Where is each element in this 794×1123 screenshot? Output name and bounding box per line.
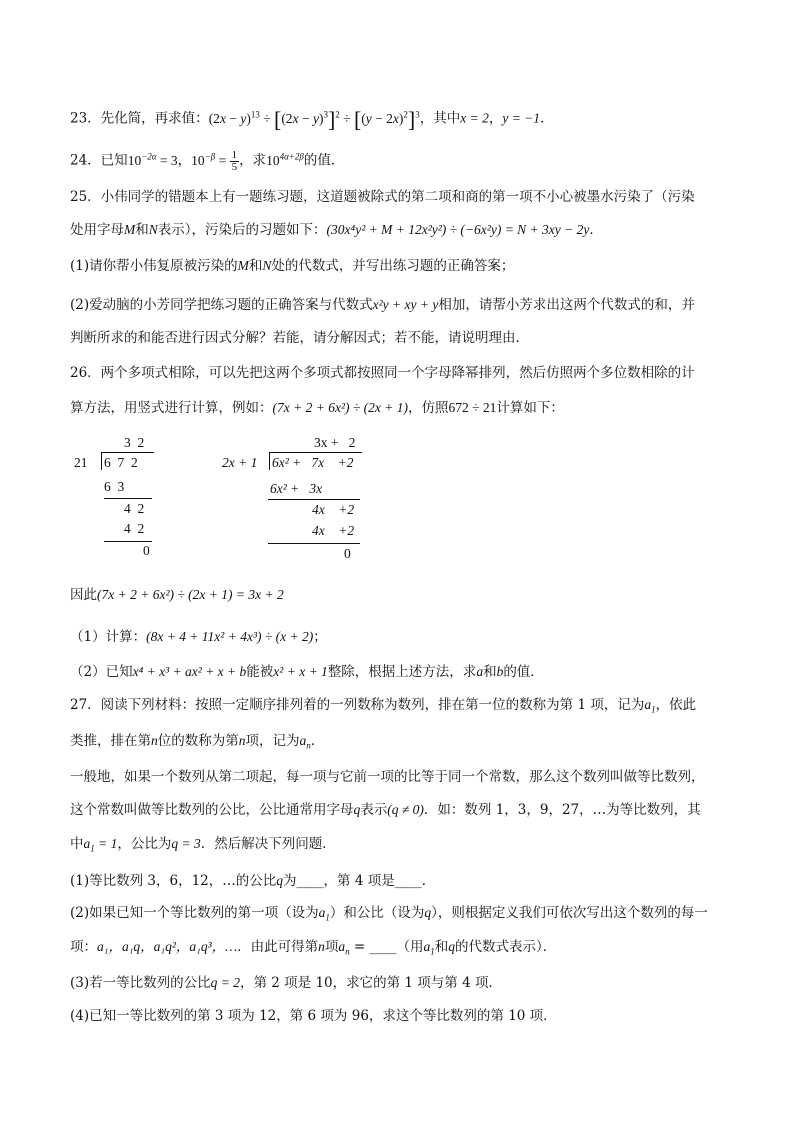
q24-frac-den: 5 [231,160,238,173]
ld2-line-1 [268,499,360,500]
q25-p1-and: 和 [248,258,263,274]
q26-intro-2a: 算方法，用竖式进行计算，例如： [70,400,273,416]
ld1-dividend: 6 7 2 [104,455,138,470]
q27-intro-1a: 27．阅读下列材料：按照一定顺序排列着的一列数称为数列，排在第一位的数称为第 1 项，记为 [70,697,645,713]
q27-s1-q: q [276,873,284,888]
q27-intro-2d: ． [310,733,325,749]
q27-s3b: ，第 2 项是 10，求它的第 1 项与第 4 项． [240,975,502,991]
q26-intro-1: 26．两个多项式相除，可以先把这两个多项式都按照同一个字母降幂排列，然后仿照两个多位数相除的计 [70,365,695,381]
q26-p2-expr: x⁴ + x³ + ax² + x + b [132,664,247,679]
ld2-quotient: 3x + 2 [314,435,356,450]
q27-s2-a1 [318,905,330,923]
q27-s2-a1-sub: 1 [325,912,330,923]
q27-def-2b: 表示 [360,802,388,818]
q24-c2-eq: = [215,152,230,168]
ld2-subtract-1: 6x² + 3x [270,481,323,496]
q23-where: ，其中 [419,110,461,127]
q27-a1 [644,697,656,715]
q27-intro-2 [70,731,324,756]
ld2-subtract-2: 4x +2 [312,523,355,538]
q26-p2b: 能被 [246,664,274,680]
q26-p2c: 整除，根据上述方法，求 [327,664,477,680]
q27-intro-1b: ，依此 [655,697,697,713]
ld2-line-2 [268,543,360,544]
q25-intro-1: 25．小伟同学的错题本上有一题练习题，这道题被除式的第二项和商的第一项不小心被墨水污染了（污染 [70,189,695,205]
ld2-dividend: 6x² + 7x +2 [272,455,354,470]
q27-def-2c: ．如：数列 1，3，9，27，…为等比数列，其 [423,802,701,818]
q27-s2-an-letter: a [338,939,346,954]
q27-def-line3 [70,834,336,859]
q27-n: n [151,733,158,748]
q24-sep: ， [177,152,192,169]
q25-part2-line2: 判断所求的和能否进行因式分解？若能，请分解因式；若不能，请说明理由． [70,330,529,346]
q24-line [70,146,344,173]
q27-s3-q: q = 2 [210,975,240,990]
q26-var-a: a [476,664,484,679]
q26-conclusion-expr: (7x + 2 + 6x²) ÷ (2x + 1) = 3x + 2 [97,587,284,602]
q27-s2-1b: ）和公比（设为 [329,905,425,921]
ld1-remainder-1: 4 2 [124,501,145,516]
q25-intro-2a: 处用字母 [70,222,124,238]
q27-an [299,733,311,751]
q24-fraction [230,150,240,173]
q25-part2-line1 [70,295,695,315]
q27-s2-2a: 项： [70,939,97,955]
q27-def-3a: 中 [70,836,84,852]
q27-s2-a1b-sub: 1 [430,946,435,957]
q25-p1-M: M [237,258,249,273]
q27-q: q [353,802,361,817]
q24-cond1 [128,153,178,168]
ld1-bracket [101,452,102,470]
q24-cond2 [191,148,239,173]
ld1-subtract-1: 6 3 [104,479,125,494]
q27-s2-n: n [318,939,325,954]
q23-end: ． [540,110,554,127]
q26-numeric: 672 ÷ 21 [448,400,497,415]
q25-end: ． [589,222,603,238]
q27-def-2a: 这个常数叫做等比数列的公比，公比通常用字母 [70,802,354,818]
q26-intro-2b: ，仿照 [408,400,449,416]
q24-target-exp: 4α+2β [279,151,304,161]
q27-a1-letter: a [644,697,652,712]
q27-def-line2 [70,800,701,820]
q25-p1-N: N [262,258,272,273]
ld1-line-1 [104,498,152,499]
q27-s2-2e: 和 [434,939,449,955]
q26-conclusion [70,585,284,605]
q27-n-2: n [238,733,246,748]
q24-target [266,153,304,168]
q27-s1b: 为____，第 4 项是____． [283,873,436,889]
ld2-bracket [269,452,270,470]
q24-c2-exp: −β [204,151,216,161]
q25-and: 和 [135,222,149,238]
q27-def-line1: 一般地，如果一个数列从第二项起，每一项与它前一项的比等于同一个常数，那么这个数列叫做等比数列， [70,769,705,785]
q26-intro-2 [70,398,564,418]
q27-s2-q2: q [448,939,456,954]
q27-def-3c: ．然后解决下列问题． [200,836,336,852]
q27-sub1 [70,871,435,891]
q24-label: 24．已知 [70,152,128,169]
q27-s1a: (1)等比数列 3，6，12，…的公比 [70,873,277,889]
q27-intro-1 [70,695,696,720]
q27-q-cond: (q ≠ 0) [387,802,424,817]
q24-frac-num: 1 [231,148,238,161]
ld1-remainder-final: 0 [143,543,150,558]
q23-sep: ， [488,110,503,127]
ld1-bar [102,452,154,453]
ld1-subtract-2: 4 2 [124,521,145,536]
q25-p2b: 相加，请帮小芳求出这两个代数式的和，并 [438,297,695,313]
q23-y-condition: y = −1 [502,110,541,126]
q27-an-sub: n [306,740,311,751]
q23-expression: $(2x - y)^{13} \div [(2x - y)^3]^2 \div [(y - 2x)^2]^3$ [208,106,420,132]
q27-s2-2d: = ____（用 [349,939,424,955]
q24-ask-pre: ，求 [239,152,267,169]
q26-p1b: ； [313,629,327,645]
q27-def-3b: ，公比为 [117,836,172,852]
q27-a1-sub: 1 [651,704,656,715]
q27-s2-an-sub: n [345,946,350,957]
q27-s2-a1b-letter: a [423,939,431,954]
q27-s2-an [338,939,350,957]
q24-c1-exp: −2α [141,151,157,161]
q26-conclusion-pre: 因此 [70,587,97,603]
q25-N: N [148,222,158,237]
ld1-divisor: 21 [74,455,88,470]
q27-an-letter: a [299,733,307,748]
q24-target-base: 10 [266,152,280,168]
ld2-remainder-1: 4x +2 [312,502,355,517]
q26-part1 [70,627,327,647]
q26-part2 [70,662,544,682]
q27-q-eq: q = 3 [171,836,201,851]
q24-c2-base: 10 [191,152,205,168]
q27-s2-a1-letter: a [318,905,326,920]
q23-label: 23．先化简，再求值： [70,110,209,127]
q24-ask-post: 的值． [303,152,345,169]
q26-p2a: （2）已知 [70,664,133,680]
q26-p1a: （1）计算： [70,629,147,645]
q25-equation: (30x⁴y² + M + 12x²y²) ÷ (−6x²y) = N + 3xy − 2y [326,222,590,237]
q27-s2-terms: a₁，a₁q，a₁q²，a₁q³，… [97,939,238,954]
q27-a1-eq-val: = 1 [94,836,118,851]
q27-a1-eq-letter: a [83,836,91,851]
q25-p1a: (1)请你帮小伟复原被污染的 [70,258,238,274]
q26-p1-expr: (8x + 4 + 11x² + 4x³) ÷ (x + 2) [146,629,314,644]
q26-p2d: 的值． [503,664,544,680]
q27-sub3 [70,973,502,993]
ld2-divisor: 2x + 1 [222,455,258,470]
q27-sub4: (4)已知一等比数列的第 3 项为 12，第 6 项为 96，求这个等比数列的第 10 项． [70,1008,557,1024]
q26-intro-2c: 计算如下： [496,400,564,416]
q26-var-b: b [496,664,504,679]
q27-sub2-line1 [70,903,708,928]
q27-s2-2f: 的代数式表示）． [455,939,557,955]
q24-c1-base: 10 [127,152,142,168]
q25-p2-expr: x²y + xy + y [372,297,439,312]
q25-p1b: 处的代数式，并写出练习题的正确答案； [271,258,515,274]
ld2-remainder-final: 0 [344,546,351,561]
q25-M: M [124,222,136,237]
q25-part1 [70,256,514,276]
ld2-bar [270,452,362,453]
q27-s2-q: q [424,905,432,920]
q24-c1-val: = 3 [156,152,178,168]
q27-intro-2c: 项，记为 [245,733,300,749]
q27-s2-1a: (2)如果已知一个等比数列的第一项（设为 [70,905,319,921]
q23-line [70,104,554,132]
q25-intro-2b: 表示），污染后的习题如下： [157,222,327,238]
q27-a1-eq-sub: 1 [90,843,95,854]
q27-intro-2a: 类推，排在第 [70,733,151,749]
q27-a1-eq [83,836,118,854]
q27-s3a: (3)若一等比数列的公比 [70,975,211,991]
q27-sub2-line2 [70,937,556,962]
q26-example: (7x + 2 + 6x²) ÷ (2x + 1) [272,400,408,415]
q23-x-condition: x = 2 [460,110,489,126]
q27-s2-1c: ），则根据定义我们可依次写出这个数列的每一 [431,905,708,921]
q25-intro-2 [70,220,603,240]
q26-and: 和 [483,664,497,680]
q27-s2-a1b [423,939,435,957]
q27-s2-2b: ．由此可得第 [237,939,319,955]
q25-p2a: (2)爱动脑的小芳同学把练习题的正确答案与代数式 [70,297,373,313]
ld1-quotient: 3 2 [124,435,145,450]
q27-s2-2c: 项 [324,939,339,955]
q27-intro-2b: 位的数称为第 [157,733,239,749]
q26-p2-div: x² + x + 1 [273,664,328,679]
